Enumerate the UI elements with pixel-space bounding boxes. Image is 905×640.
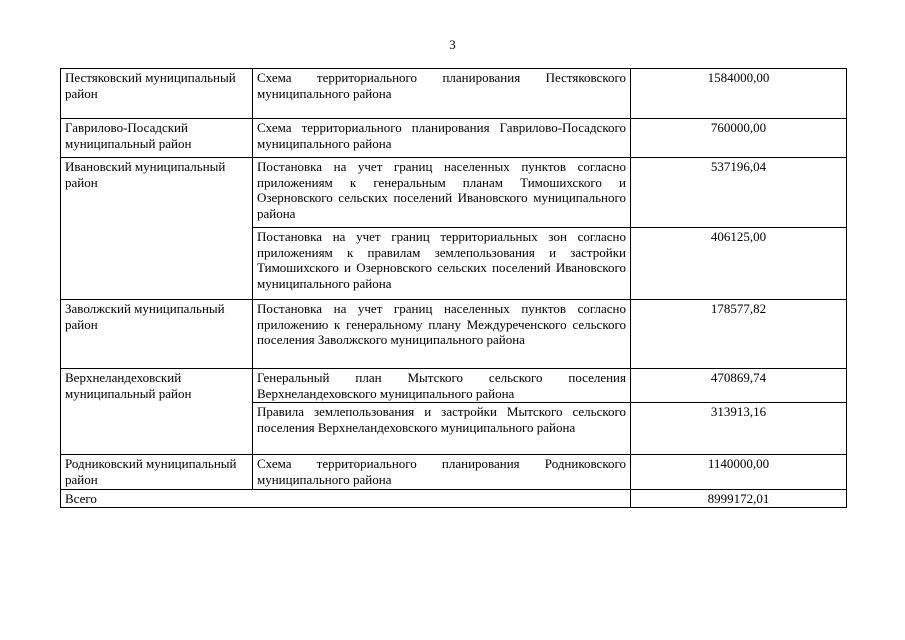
- table-row: [61, 119, 847, 158]
- district-cell: Верхнеландеховский муниципальный район: [61, 369, 253, 455]
- description-cell: Генеральный план Мытского сельского поселения Верхнеландеховского муниципального района: [253, 369, 631, 403]
- page-number: 3: [449, 37, 456, 52]
- amount-cell: 760000,00: [631, 119, 847, 158]
- district-cell: Пестяковский муниципальный район: [61, 69, 253, 119]
- description-cell: Правила землепользования и застройки Мытского сельского поселения Верхнеландеховского муниципального района: [253, 403, 631, 455]
- total-label: Всего: [61, 490, 631, 508]
- amount-cell: 313913,16: [631, 403, 847, 455]
- table-row: [61, 455, 847, 490]
- total-amount: 8999172,01: [631, 490, 847, 508]
- amount-cell: 178577,82: [631, 300, 847, 369]
- total-row: [61, 490, 847, 508]
- district-cell: Ивановский муниципальный район: [61, 158, 253, 300]
- table-row: [61, 69, 847, 119]
- district-cell: Родниковский муниципальный район: [61, 455, 253, 490]
- description-cell: Схема территориального планирования Гаврилово-Посадского муниципального района: [253, 119, 631, 158]
- budget-table: [60, 68, 847, 508]
- table-row: [61, 300, 847, 369]
- amount-cell: 537196,04: [631, 158, 847, 228]
- amount-cell: 406125,00: [631, 228, 847, 300]
- description-cell: Постановка на учет границ населенных пунктов согласно приложениям к генеральным планам Тимошихского и Озерновского сельских поселений Ивановского муниципального района: [253, 158, 631, 228]
- district-cell: Гаврилово-Посадский муниципальный район: [61, 119, 253, 158]
- description-cell: Схема территориального планирования Пестяковского муниципального района: [253, 69, 631, 119]
- table-row: [61, 158, 847, 228]
- district-cell: Заволжский муниципальный район: [61, 300, 253, 369]
- amount-cell: 1584000,00: [631, 69, 847, 119]
- description-cell: Постановка на учет границ населенных пунктов согласно приложению к генеральному плану Междуреченского сельского поселения Заволжского муниципального района: [253, 300, 631, 369]
- table-row: [61, 369, 847, 403]
- description-cell: Схема территориального планирования Родниковского муниципального района: [253, 455, 631, 490]
- amount-cell: 470869,74: [631, 369, 847, 403]
- amount-cell: 1140000,00: [631, 455, 847, 490]
- description-cell: Постановка на учет границ территориальных зон согласно приложениям к правилам землепользования и застройки Тимошихского и Озерновского сельских поселений Ивановского муниципального района: [253, 228, 631, 300]
